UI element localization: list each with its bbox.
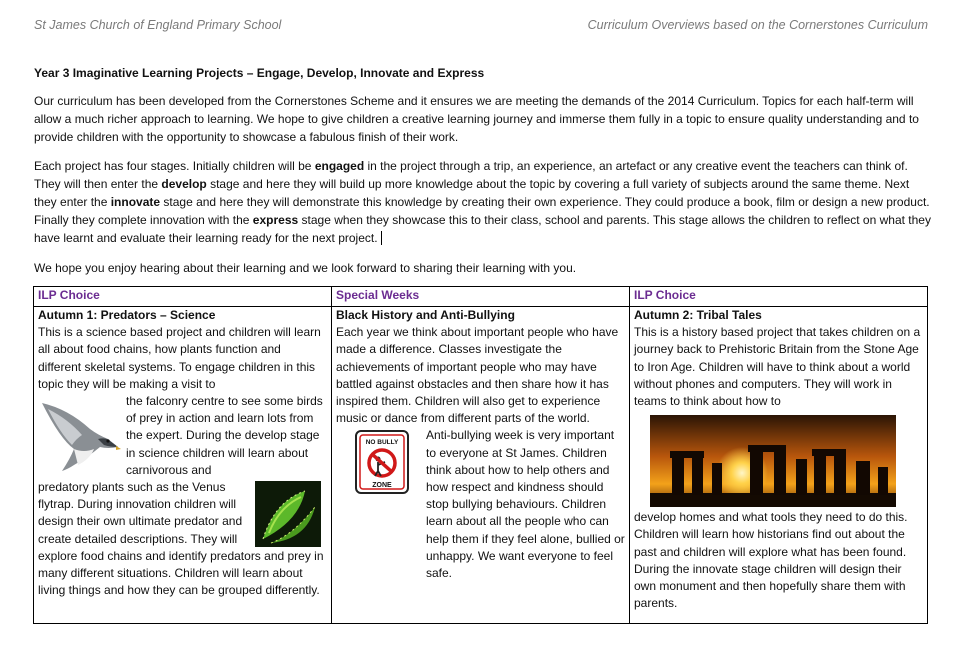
no-bully-zone-sign (354, 429, 410, 495)
col1-text3: predatory plants such as the Venus flytrap. During innovation children will design their own ultimate predator and create detailed descriptions. They will explore food chains and identify predators and prey in many different situations. Children will learn about living things and how they can be grouped differently. (38, 480, 324, 598)
projects-table (33, 286, 928, 624)
closing-paragraph: We hope you enjoy hearing about their learning and we look forward to sharing their learning with you. (34, 261, 577, 275)
col2-text1: Each year we think about important people who have made a difference. Classes investigate the achievements of important people who may have battled against obstacles and then share how it has inspired them. Children will also get to experience music or dance from different parts of the world. (336, 325, 619, 426)
col3-text1: This is a history based project that takes children on a journey back to Prehistoric Britain from the Stone Age to Iron Age. Children will have to think about a world without phones and computers. They will work in teams to think about how to (634, 325, 921, 409)
header-curriculum-note: Curriculum Overviews based on the Cornerstones Curriculum (587, 18, 928, 32)
stonehenge-image (650, 415, 896, 507)
stages-paragraph: Each project has four stages. Initially children will be engaged in the project through a trip, an experience, an artefact or any creative event the teachers can think of. They will then enter the develop stage and here they will build up more knowledge about the topic by covering a full variety of subjects around the same theme. Next they enter the innovate stage and here they will demonstrate this knowledge by creating their own experience. They could produce a book, film or design a new product. Finally they complete innovation with the express stage when they showcase this to their class, school and parents. This stage allows the children to reflect on what they have learnt and evaluate their learning ready for the next project. (34, 159, 931, 245)
sign-top-text: NO BULLY (365, 439, 399, 447)
col1-cell (34, 307, 332, 624)
express-keyword: express (252, 213, 299, 227)
engaged-keyword: engaged (314, 159, 365, 173)
col2-cell (332, 307, 630, 624)
col3-title: Autumn 2: Tribal Tales (634, 308, 762, 322)
text-cursor (381, 231, 382, 245)
document-title: Year 3 Imaginative Learning Projects – Engage, Develop, Innovate and Express (34, 66, 485, 80)
falcon-image (38, 395, 122, 475)
col2-title: Black History and Anti-Bullying (336, 308, 515, 322)
col3-text3: Children will learn how historians find out about the past and children will explore what has been found. During the innovate stage children will design their own monument and then hopefully share them with parents. (634, 527, 907, 611)
header-school-name: St James Church of England Primary School (34, 18, 282, 32)
col1-heading: ILP Choice (34, 287, 332, 307)
col3-text2: develop homes and what tools they need to do this. (634, 510, 908, 525)
venus-flytrap-image (255, 481, 321, 547)
col1-title: Autumn 1: Predators – Science (38, 308, 216, 322)
sign-bottom-text: ZONE (372, 482, 392, 490)
develop-keyword: develop (161, 177, 207, 191)
col2-heading: Special Weeks (332, 287, 630, 307)
col2-text2: Anti-bullying week is very important to everyone at St James. Children think about how to help others and how respect and kindness should stop bullying behaviours. Children learn about all the people who can help them if they feel alone, bullied or unhappy. We want everyone to feel safe. (426, 428, 625, 581)
col3-heading: ILP Choice (630, 287, 928, 307)
col1-text1: This is a science based project and children will learn all about food chains, how plants function and different skeletal systems. To engage children in this topic they will be making a visit to (38, 325, 321, 391)
intro-paragraph: Our curriculum has been developed from the Cornerstones Scheme and it ensures we are meeting the demands of the 2014 Curriculum. Topics for each half-term will allow a much richer approach to learning. We hope to give children a creative learning journey and immerse them fully in a topic to ensure quality understanding and to provide children with the opportunity to showcase a fabulous finish of their work. (34, 94, 919, 144)
col1-text2: the falconry centre to see some birds of prey in action and learn lots from the expert. During the develop stage in science children will learn about carnivorous and (126, 394, 323, 477)
innovate-keyword: innovate (110, 195, 161, 209)
col3-cell (630, 307, 928, 624)
